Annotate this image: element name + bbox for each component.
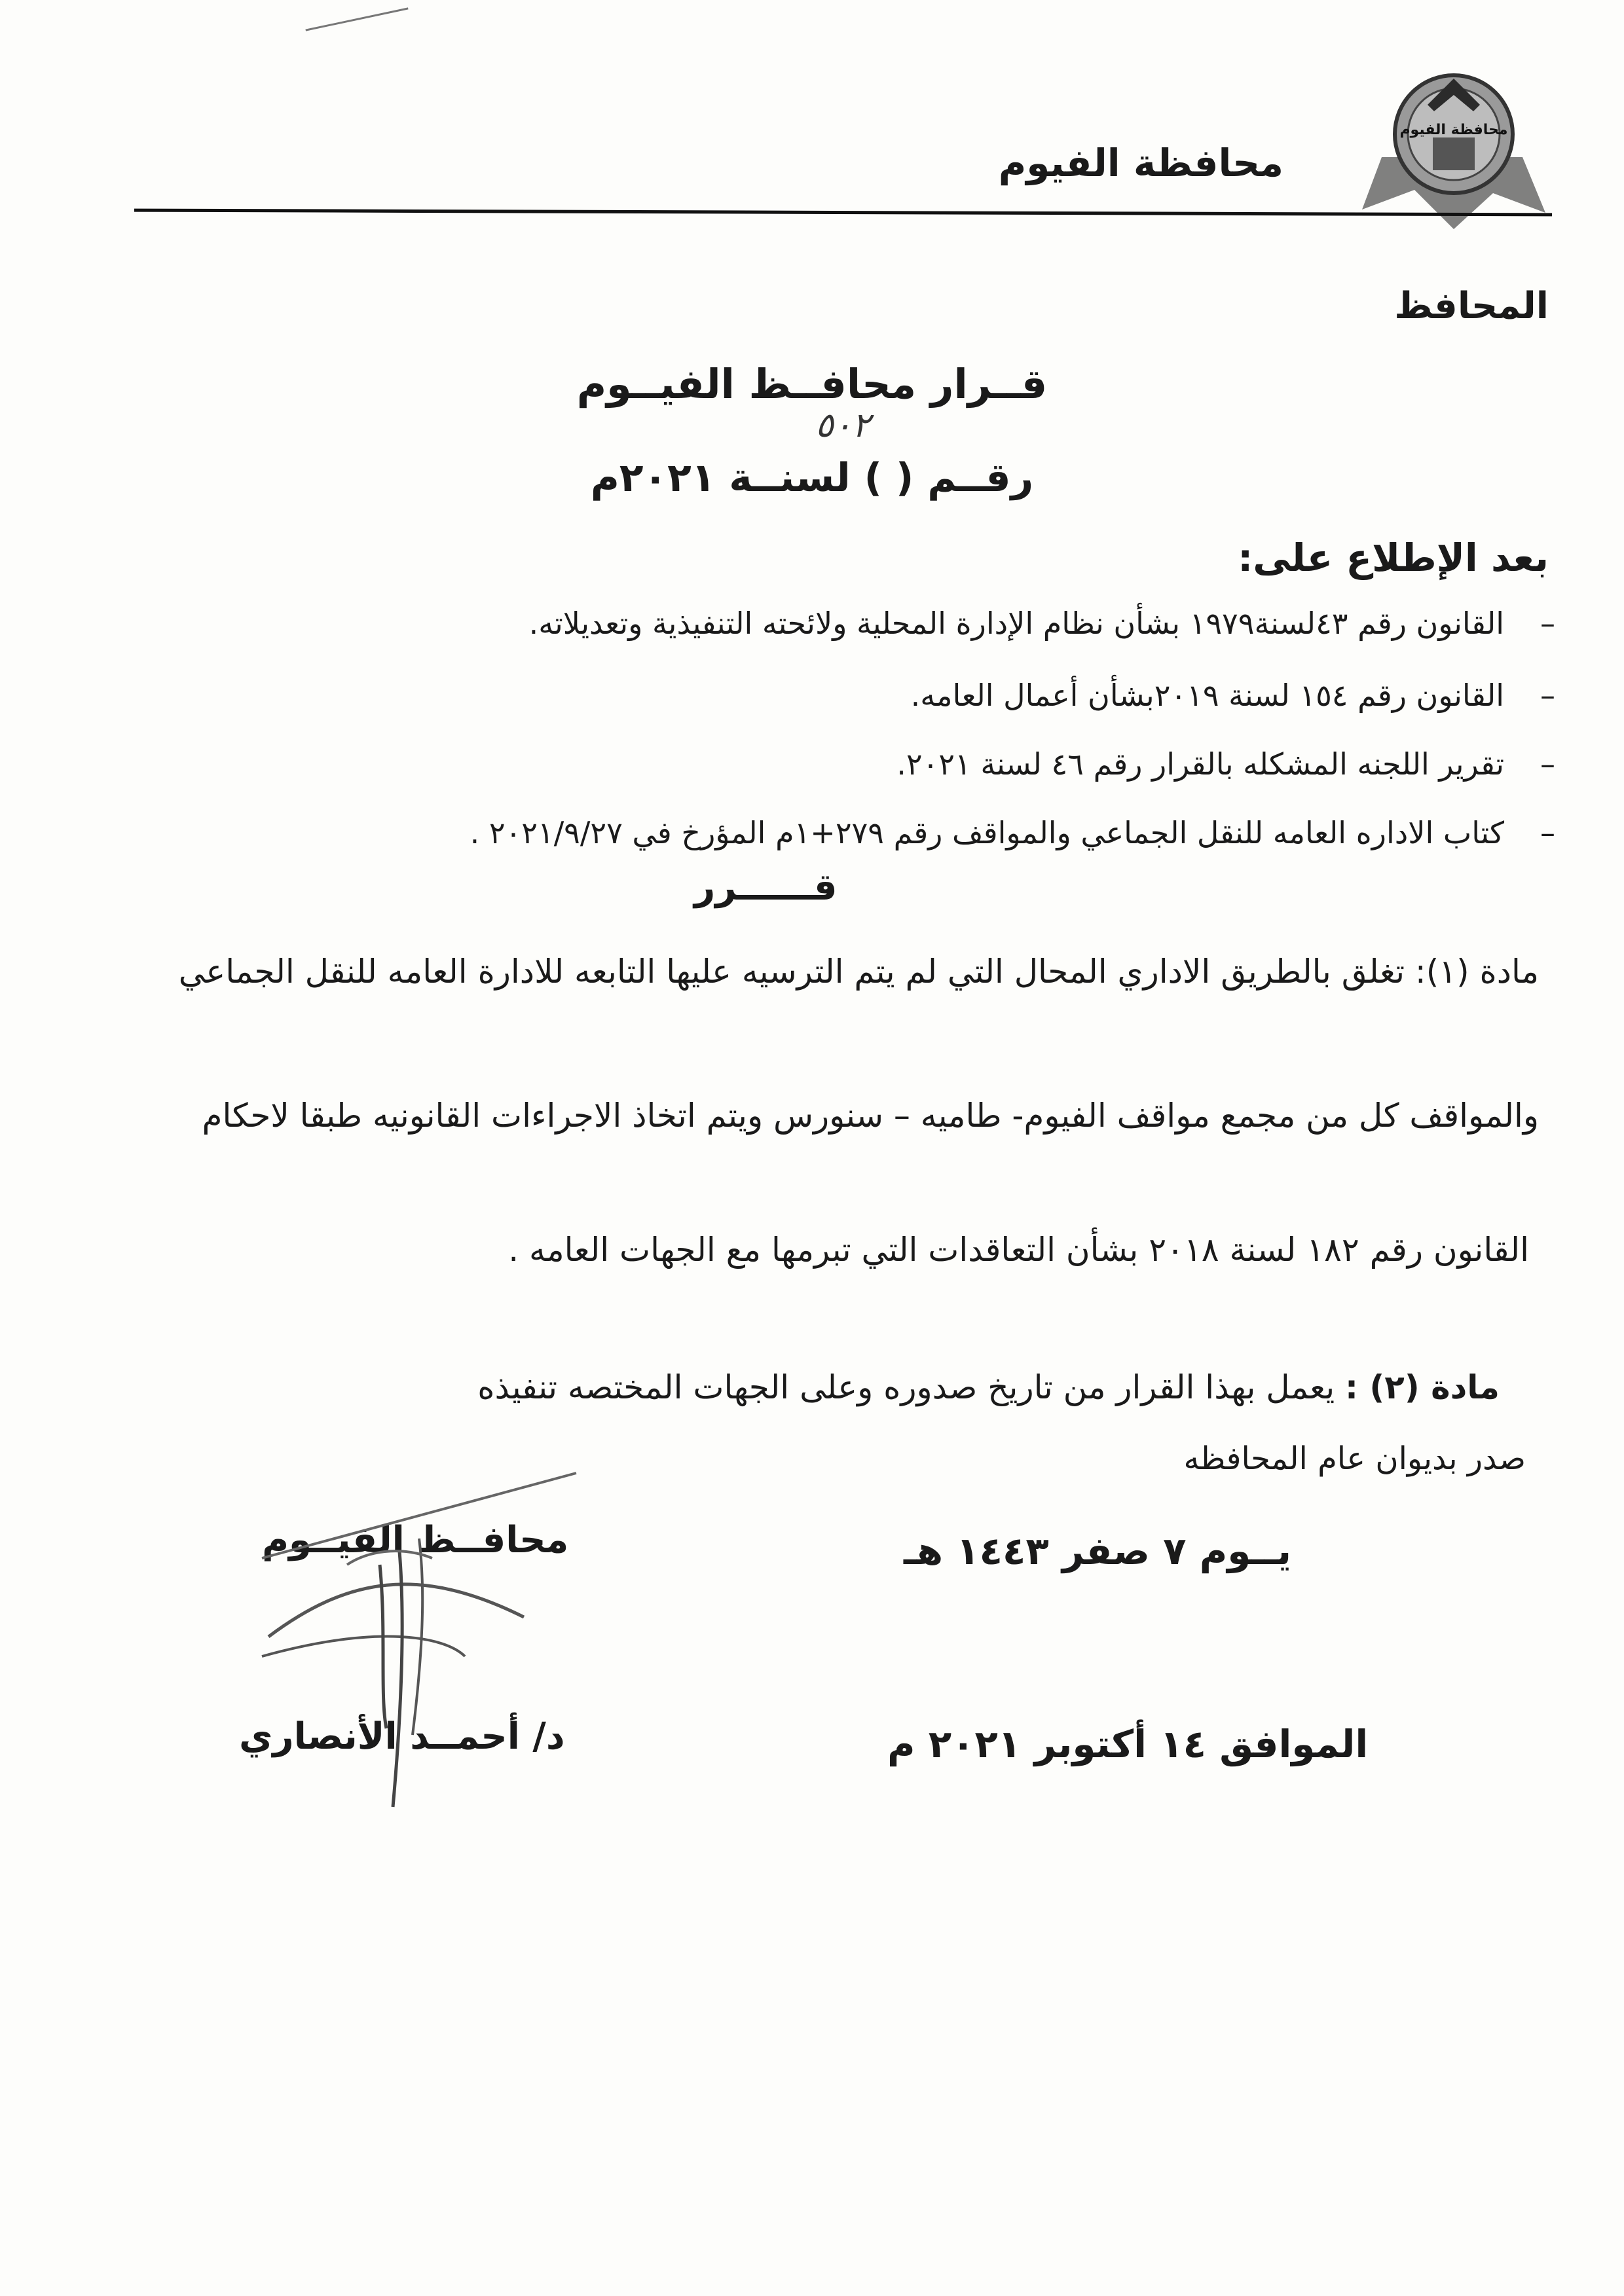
seal-text: محافظة الفيوم <box>1399 122 1508 138</box>
office-label: المحافظ <box>1394 285 1549 327</box>
governorate-seal-icon <box>1356 59 1552 236</box>
preamble-item: –كتاب الاداره العامه للنقل الجماعي والمواقف رقم ٢٧٩+١م المؤرخ في ٢٠٢١/٩/٢٧ . <box>470 815 1555 850</box>
handwritten-signature <box>249 1460 589 1813</box>
preamble-item: –القانون رقم ١٥٤ لسنة ٢٠١٩بشأن أعمال العامه. <box>910 678 1555 713</box>
hijri-date: يــوم ٧ صفر ١٤٤٣ هـ <box>904 1529 1292 1573</box>
gregorian-date: الموافق ١٤ أكتوبر ٢٠٢١ م <box>887 1722 1369 1766</box>
article-2-label: مادة (٢) : <box>1345 1368 1500 1406</box>
decision-number-line: رقــم ( ) لسنــة ٢٠٢١م <box>590 455 1034 501</box>
decision-title: قــرار محافــظ الفيــوم <box>576 360 1048 408</box>
preamble-item: –القانون رقم ٤٣لسنة١٩٧٩ بشأن نظام الإدارة المحلية ولائحته التنفيذية وتعديلاته. <box>528 606 1555 641</box>
article-1-line: مادة (١): تغلق بالطريق الاداري المحال التي لم يتم الترسيه عليها التابعه للادارة العامه للنقل الجماعي <box>178 953 1539 991</box>
issued-at: صدر بديوان عام المحافظه <box>1183 1440 1526 1477</box>
article-1-line: القانون رقم ١٨٢ لسنة ٢٠١٨ بشأن التعاقدات التي تبرمها مع الجهات العامه . <box>508 1231 1529 1269</box>
header-divider <box>134 209 1552 217</box>
article-2-text: يعمل بهذا القرار من تاريخ صدوره وعلى الجهات المختصه تنفيذه <box>477 1368 1335 1406</box>
article-2 <box>477 1368 1500 1406</box>
article-1-line: والمواقف كل من مجمع مواقف الفيوم- طاميه – سنورس ويتم اتخاذ الاجراءات القانونيه طبقا لاحكام <box>202 1097 1539 1135</box>
preamble-heading: بعد الإطلاع على: <box>1238 536 1549 580</box>
pen-mark <box>305 7 408 31</box>
preamble-item: –تقرير اللجنه المشكله بالقرار رقم ٤٦ لسنة ٢٠٢١. <box>896 746 1555 782</box>
signatory-name: د/ أحمــد الأنصاري <box>239 1715 565 1758</box>
handwritten-decision-number: ٥٠٢ <box>815 406 870 445</box>
signatory-title: محافــظ الفيــوم <box>262 1519 569 1561</box>
decided-label: قــــــرر <box>694 866 838 909</box>
governorate-name: محافظة الفيوم <box>998 141 1283 185</box>
